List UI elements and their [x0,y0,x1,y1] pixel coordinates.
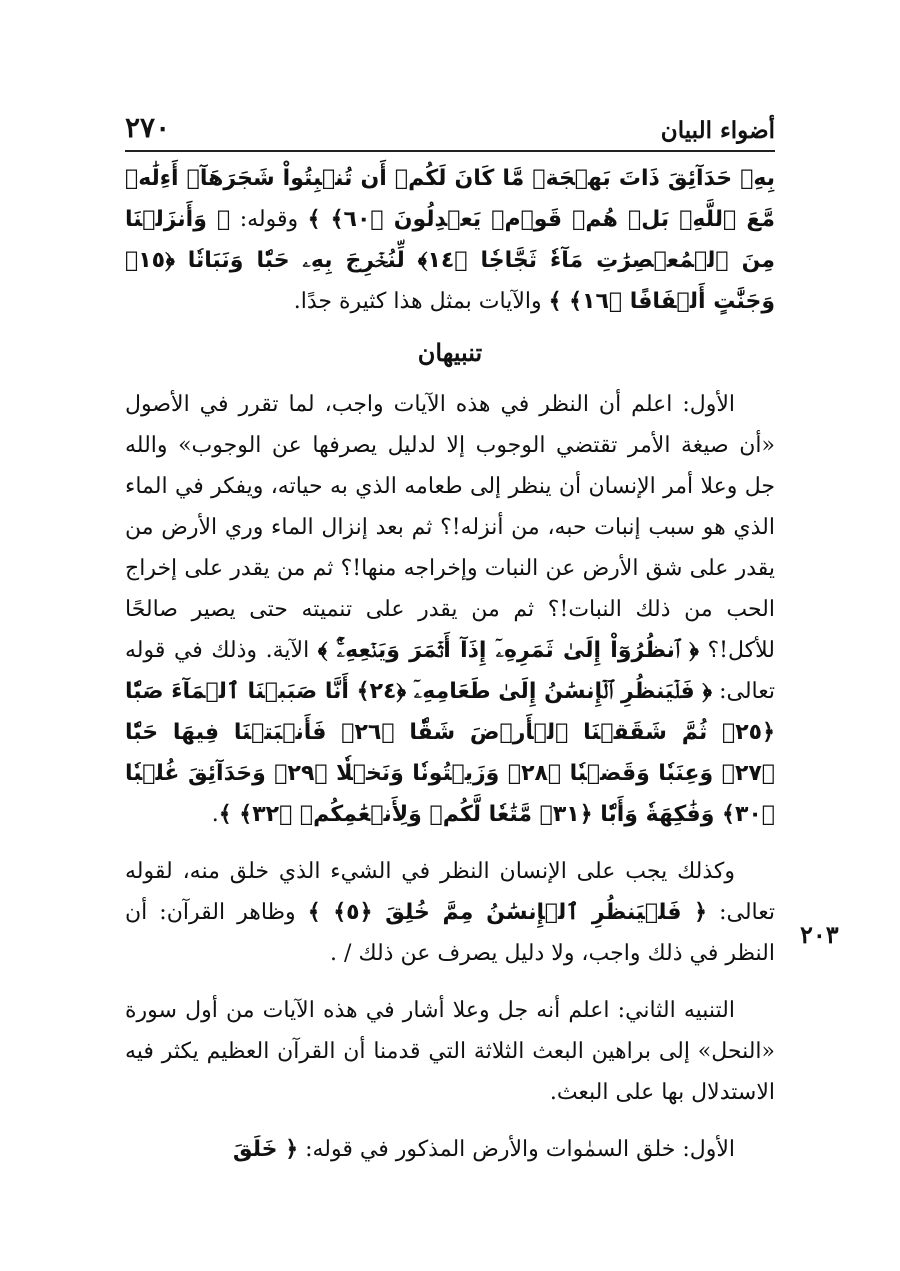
page-body [125,158,775,1170]
quran-verse: ﴿ فَلۡيَنظُرِ ٱلۡإِنسَٰنُ مِمَّ خُلِقَ ﴿٥﴾ ﴾ [307,900,708,925]
body-text: وكذلك يجب على الإنسان النظر في الشيء الذي خلق منه، لقوله تعالى: [125,859,775,925]
quran-verse: ﴿ خَلَقَ [232,1137,299,1162]
paragraph-first-note [125,384,775,835]
paragraph-verses-continuation [125,158,775,322]
quran-verse: ﴿ ٱنظُرُوٓاْ إِلَىٰ ثَمَرِهِۦٓ إِذَآ أَثۡمَرَ وَيَنۡعِهِۦٓۚ ﴾ [317,638,699,663]
body-text: الآية. وذلك في قوله تعالى: [125,638,775,704]
body-text: وقوله: [230,207,308,232]
section-heading: تنبيهان [417,338,483,367]
paragraph-human-origin [125,851,775,974]
margin-page-marker: ٢٠٣ [800,920,839,949]
body-text: . [211,802,219,827]
body-text: الأول: اعلم أن النظر في هذه الآيات واجب، لما تقرر في الأصول «أن صيغة الأمر تقتضي الوجوب إلا لدليل يصرفها عن الوجوب» والله جل وعلا أمر الإنسان أن ينظر إلى طعامه الذي به حياته، ويفكر في الماء الذي هو سبب إنبات حبه، من أنزله!؟ ثم بعد إنزال الماء وري الأرض من يقدر على شق الأرض عن النبات وإخراجه منها!؟ ثم من يقدر على إخراج الحب من ذلك النبات!؟ ثم من يقدر على تنميته حتى يصير صالحًا للأكل!؟ [125,392,775,663]
quran-verse: ﴿ فَلۡيَنظُرِ ٱلۡإِنسَٰنُ إِلَىٰ طَعَامِهِۦٓ ﴿٢٤﴾ أَنَّا صَبَبۡنَا ٱلۡمَآءَ صَبّٗا ﴿٢٥﴾ ثُمَّ شَقَقۡنَا ٱلۡأَرۡضَ شَقّٗا ﴿٢٦﴾ فَأَنۢبَتۡنَا فِيهَا حَبّٗا ﴿٢٧﴾ وَعِنَبٗا وَقَضۡبٗا ﴿٢٨﴾ وَزَيۡتُونٗا وَنَخۡلٗا ﴿٢٩﴾ وَحَدَآئِقَ غُلۡبٗا ﴿٣٠﴾ وَفَٰكِهَةٗ وَأَبّٗا ﴿٣١﴾ مَّتَٰعٗا لَّكُمۡ وَلِأَنۡعَٰمِكُمۡ ﴿٣٢﴾ ﴾ [125,679,775,827]
paragraph-first-proof [125,1129,775,1170]
header-rule [125,150,775,152]
quran-verse: ﴿ وَأَنزَلۡنَا مِنَ ٱلۡمُعۡصِرَٰتِ مَآءٗ ثَجَّاجٗا ﴿١٤﴾ لِّنُخۡرِجَ بِهِۦ حَبّٗا وَنَبَاتٗا ﴿١٥﴾ وَجَنَّٰتٍ أَلۡفَافًا ﴿١٦﴾ ﴾ [125,207,775,314]
quran-verse: بِهِۦ حَدَآئِقَ ذَاتَ بَهۡجَةٖ مَّا كَانَ لَكُمۡ أَن تُنۢبِتُواْ شَجَرَهَآۗ أَءِلَٰهٞ مَّعَ ٱللَّهِۚ بَلۡ هُمۡ قَوۡمٞ يَعۡدِلُونَ ﴿٦٠﴾ ﴾ [125,166,776,232]
body-text: وظاهر القرآن: أن النظر في ذلك واجب، ولا دليل يصرف عن ذلك / . [125,900,775,966]
page-header [125,108,775,144]
book-title: أضواء البيان [660,117,775,144]
body-text: الأول: خلق السمٰوات والأرض المذكور في قوله: [298,1137,735,1162]
paragraph-second-note [125,990,775,1113]
body-text: والآيات بمثل هذا كثيرة جدًا. [293,289,549,314]
page-number: ٢٧٠ [125,111,171,144]
body-text: التنبيه الثاني: اعلم أنه جل وعلا أشار في هذه الآيات من أول سورة «النحل» إلى براهين البعث الثلاثة التي قدمنا أن القرآن العظيم يكثر فيه الاستدلال بها على البعث. [125,998,775,1105]
